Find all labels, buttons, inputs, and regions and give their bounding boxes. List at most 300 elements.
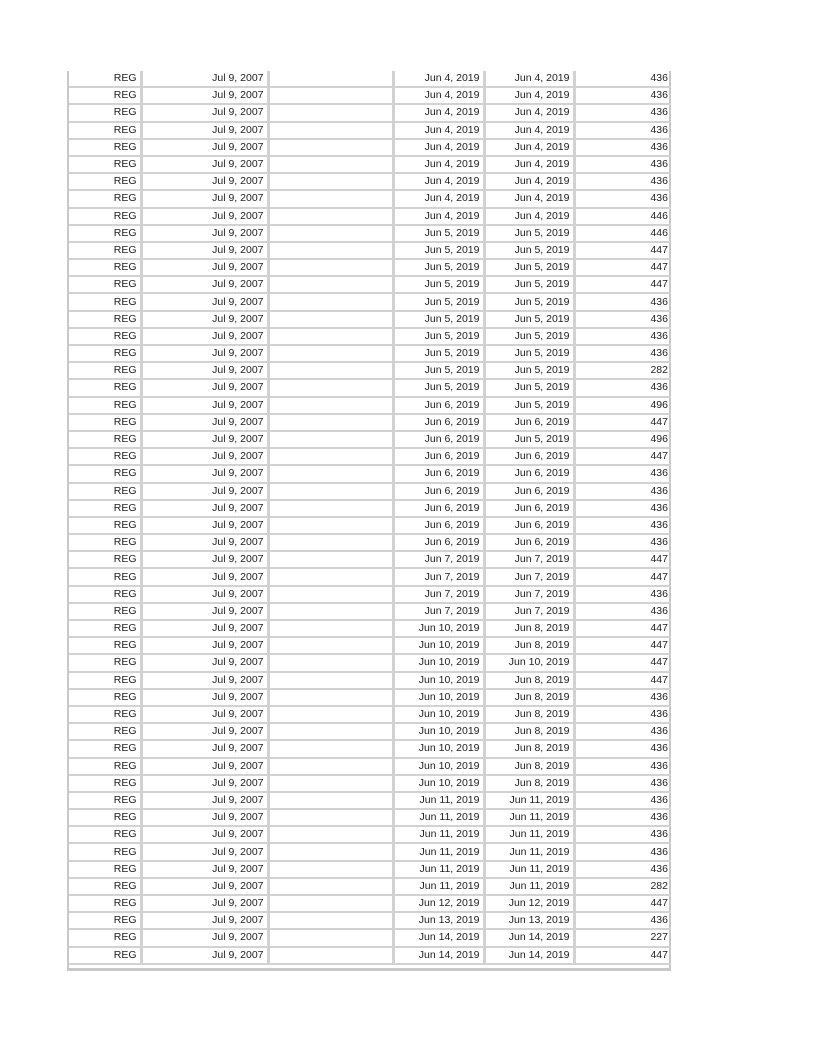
date-cell: Jun 6, 2019 <box>393 483 484 500</box>
table-row <box>69 71 671 87</box>
table-row <box>69 293 671 310</box>
value-cell: 436 <box>574 293 671 310</box>
value-cell: 227 <box>574 929 671 946</box>
blank-cell <box>268 861 393 878</box>
table-row <box>69 465 671 482</box>
value-cell: 436 <box>574 190 671 207</box>
value-cell: 436 <box>574 465 671 482</box>
blank-cell <box>268 311 393 328</box>
value-cell: 436 <box>574 689 671 706</box>
table-row <box>69 878 671 895</box>
type-cell: REG <box>69 706 141 723</box>
table-row <box>69 242 671 259</box>
value-cell: 436 <box>574 71 671 87</box>
blank-cell <box>268 328 393 345</box>
value-cell: 436 <box>574 792 671 809</box>
date-cell: Jun 6, 2019 <box>393 517 484 534</box>
date-cell: Jun 10, 2019 <box>393 620 484 637</box>
blank-cell <box>268 620 393 637</box>
value-cell: 436 <box>574 843 671 860</box>
start-date-cell: Jul 9, 2007 <box>141 483 268 500</box>
date-cell: Jun 10, 2019 <box>393 740 484 757</box>
date-cell: Jun 4, 2019 <box>393 156 484 173</box>
start-date-cell: Jul 9, 2007 <box>141 362 268 379</box>
table-row <box>69 706 671 723</box>
date-cell: Jun 6, 2019 <box>393 397 484 414</box>
start-date-cell: Jul 9, 2007 <box>141 242 268 259</box>
start-date-cell: Jul 9, 2007 <box>141 689 268 706</box>
start-date-cell: Jul 9, 2007 <box>141 534 268 551</box>
table-row <box>69 225 671 242</box>
table-row <box>69 775 671 792</box>
type-cell: REG <box>69 311 141 328</box>
table-row <box>69 448 671 465</box>
date-cell: Jun 10, 2019 <box>393 706 484 723</box>
start-date-cell: Jul 9, 2007 <box>141 311 268 328</box>
type-cell: REG <box>69 397 141 414</box>
table-row <box>69 603 671 620</box>
date-cell-secondary: Jun 4, 2019 <box>484 104 574 121</box>
date-cell: Jun 10, 2019 <box>393 775 484 792</box>
blank-cell <box>268 173 393 190</box>
date-cell-secondary: Jun 11, 2019 <box>484 826 574 843</box>
value-cell: 447 <box>574 654 671 671</box>
start-date-cell: Jul 9, 2007 <box>141 379 268 396</box>
date-cell: Jun 4, 2019 <box>393 104 484 121</box>
type-cell: REG <box>69 723 141 740</box>
start-date-cell: Jul 9, 2007 <box>141 809 268 826</box>
date-cell-secondary: Jun 5, 2019 <box>484 328 574 345</box>
date-cell-secondary: Jun 8, 2019 <box>484 620 574 637</box>
blank-cell <box>268 551 393 568</box>
date-cell: Jun 11, 2019 <box>393 843 484 860</box>
date-cell: Jun 4, 2019 <box>393 208 484 225</box>
date-cell-secondary: Jun 6, 2019 <box>484 500 574 517</box>
start-date-cell: Jul 9, 2007 <box>141 912 268 929</box>
type-cell: REG <box>69 861 141 878</box>
date-cell-secondary: Jun 7, 2019 <box>484 551 574 568</box>
type-cell: REG <box>69 586 141 603</box>
blank-cell <box>268 947 393 964</box>
table-row <box>69 843 671 860</box>
table-row <box>69 379 671 396</box>
type-cell: REG <box>69 775 141 792</box>
date-cell: Jun 10, 2019 <box>393 758 484 775</box>
blank-cell <box>268 843 393 860</box>
date-cell-secondary: Jun 5, 2019 <box>484 225 574 242</box>
type-cell: REG <box>69 242 141 259</box>
value-cell: 436 <box>574 861 671 878</box>
type-cell: REG <box>69 139 141 156</box>
type-cell: REG <box>69 620 141 637</box>
start-date-cell: Jul 9, 2007 <box>141 208 268 225</box>
start-date-cell: Jul 9, 2007 <box>141 139 268 156</box>
table-row <box>69 139 671 156</box>
table-row <box>69 122 671 139</box>
date-cell: Jun 11, 2019 <box>393 878 484 895</box>
date-cell-secondary: Jun 11, 2019 <box>484 861 574 878</box>
blank-cell <box>268 293 393 310</box>
start-date-cell: Jul 9, 2007 <box>141 861 268 878</box>
table-row <box>69 173 671 190</box>
date-cell-secondary: Jun 5, 2019 <box>484 379 574 396</box>
table-row <box>69 723 671 740</box>
start-date-cell: Jul 9, 2007 <box>141 775 268 792</box>
table-row <box>69 500 671 517</box>
date-cell-secondary: Jun 5, 2019 <box>484 259 574 276</box>
date-cell: Jun 5, 2019 <box>393 276 484 293</box>
date-cell-secondary: Jun 4, 2019 <box>484 173 574 190</box>
table-row <box>69 947 671 964</box>
table-row <box>69 861 671 878</box>
start-date-cell: Jul 9, 2007 <box>141 431 268 448</box>
blank-cell <box>268 689 393 706</box>
date-cell: Jun 5, 2019 <box>393 328 484 345</box>
type-cell: REG <box>69 895 141 912</box>
value-cell: 436 <box>574 586 671 603</box>
blank-cell <box>268 723 393 740</box>
type-cell: REG <box>69 637 141 654</box>
value-cell: 447 <box>574 620 671 637</box>
table-row <box>69 311 671 328</box>
date-cell: Jun 12, 2019 <box>393 895 484 912</box>
date-cell-secondary: Jun 4, 2019 <box>484 156 574 173</box>
table-row <box>69 740 671 757</box>
value-cell: 436 <box>574 104 671 121</box>
date-cell-secondary: Jun 7, 2019 <box>484 568 574 585</box>
type-cell: REG <box>69 328 141 345</box>
type-cell: REG <box>69 551 141 568</box>
date-cell: Jun 7, 2019 <box>393 603 484 620</box>
blank-cell <box>268 517 393 534</box>
type-cell: REG <box>69 293 141 310</box>
date-cell-secondary: Jun 8, 2019 <box>484 689 574 706</box>
blank-cell <box>268 190 393 207</box>
type-cell: REG <box>69 156 141 173</box>
blank-cell <box>268 465 393 482</box>
date-cell-secondary: Jun 5, 2019 <box>484 397 574 414</box>
value-cell: 282 <box>574 878 671 895</box>
blank-cell <box>268 225 393 242</box>
type-cell: REG <box>69 345 141 362</box>
value-cell: 436 <box>574 912 671 929</box>
table-row <box>69 362 671 379</box>
date-cell-secondary: Jun 8, 2019 <box>484 758 574 775</box>
date-cell-secondary: Jun 8, 2019 <box>484 706 574 723</box>
value-cell: 436 <box>574 173 671 190</box>
value-cell: 447 <box>574 551 671 568</box>
table-row <box>69 758 671 775</box>
value-cell: 447 <box>574 568 671 585</box>
start-date-cell: Jul 9, 2007 <box>141 500 268 517</box>
type-cell: REG <box>69 276 141 293</box>
date-cell-secondary: Jun 11, 2019 <box>484 878 574 895</box>
date-cell: Jun 7, 2019 <box>393 586 484 603</box>
type-cell: REG <box>69 259 141 276</box>
start-date-cell: Jul 9, 2007 <box>141 654 268 671</box>
table-row <box>69 431 671 448</box>
blank-cell <box>268 775 393 792</box>
start-date-cell: Jul 9, 2007 <box>141 620 268 637</box>
start-date-cell: Jul 9, 2007 <box>141 293 268 310</box>
type-cell: REG <box>69 740 141 757</box>
start-date-cell: Jul 9, 2007 <box>141 706 268 723</box>
table-row <box>69 654 671 671</box>
date-cell: Jun 10, 2019 <box>393 689 484 706</box>
date-cell: Jun 4, 2019 <box>393 139 484 156</box>
value-cell: 436 <box>574 517 671 534</box>
start-date-cell: Jul 9, 2007 <box>141 225 268 242</box>
type-cell: REG <box>69 947 141 964</box>
blank-cell <box>268 414 393 431</box>
value-cell: 447 <box>574 947 671 964</box>
date-cell: Jun 11, 2019 <box>393 809 484 826</box>
type-cell: REG <box>69 792 141 809</box>
value-cell: 436 <box>574 379 671 396</box>
blank-cell <box>268 758 393 775</box>
type-cell: REG <box>69 878 141 895</box>
blank-cell <box>268 242 393 259</box>
date-cell-secondary: Jun 4, 2019 <box>484 71 574 87</box>
date-cell-secondary: Jun 5, 2019 <box>484 431 574 448</box>
start-date-cell: Jul 9, 2007 <box>141 826 268 843</box>
table-row <box>69 345 671 362</box>
blank-cell <box>268 826 393 843</box>
blank-cell <box>268 672 393 689</box>
date-cell: Jun 6, 2019 <box>393 448 484 465</box>
blank-cell <box>268 929 393 946</box>
blank-cell <box>268 792 393 809</box>
start-date-cell: Jul 9, 2007 <box>141 414 268 431</box>
start-date-cell: Jul 9, 2007 <box>141 328 268 345</box>
date-cell: Jun 11, 2019 <box>393 826 484 843</box>
type-cell: REG <box>69 173 141 190</box>
date-cell: Jun 10, 2019 <box>393 654 484 671</box>
date-cell: Jun 4, 2019 <box>393 190 484 207</box>
date-cell: Jun 14, 2019 <box>393 947 484 964</box>
start-date-cell: Jul 9, 2007 <box>141 792 268 809</box>
date-cell: Jun 11, 2019 <box>393 792 484 809</box>
blank-cell <box>268 895 393 912</box>
blank-cell <box>268 654 393 671</box>
date-cell: Jun 4, 2019 <box>393 87 484 104</box>
value-cell: 436 <box>574 826 671 843</box>
date-cell-secondary: Jun 8, 2019 <box>484 723 574 740</box>
start-date-cell: Jul 9, 2007 <box>141 637 268 654</box>
date-cell-secondary: Jun 5, 2019 <box>484 311 574 328</box>
table-row <box>69 929 671 946</box>
value-cell: 447 <box>574 672 671 689</box>
table-row <box>69 87 671 104</box>
value-cell: 436 <box>574 775 671 792</box>
start-date-cell: Jul 9, 2007 <box>141 345 268 362</box>
date-cell: Jun 6, 2019 <box>393 414 484 431</box>
table-row <box>69 328 671 345</box>
type-cell: REG <box>69 190 141 207</box>
value-cell: 496 <box>574 431 671 448</box>
type-cell: REG <box>69 465 141 482</box>
date-cell: Jun 4, 2019 <box>393 122 484 139</box>
start-date-cell: Jul 9, 2007 <box>141 448 268 465</box>
date-cell-secondary: Jun 6, 2019 <box>484 448 574 465</box>
date-cell-secondary: Jun 7, 2019 <box>484 586 574 603</box>
value-cell: 436 <box>574 122 671 139</box>
date-cell-secondary: Jun 6, 2019 <box>484 465 574 482</box>
date-cell: Jun 10, 2019 <box>393 723 484 740</box>
blank-cell <box>268 156 393 173</box>
start-date-cell: Jul 9, 2007 <box>141 122 268 139</box>
date-cell-secondary: Jun 5, 2019 <box>484 293 574 310</box>
date-cell: Jun 4, 2019 <box>393 71 484 87</box>
date-cell: Jun 7, 2019 <box>393 551 484 568</box>
type-cell: REG <box>69 431 141 448</box>
date-cell-secondary: Jun 5, 2019 <box>484 242 574 259</box>
date-cell: Jun 6, 2019 <box>393 431 484 448</box>
date-cell-secondary: Jun 14, 2019 <box>484 947 574 964</box>
date-cell-secondary: Jun 8, 2019 <box>484 672 574 689</box>
date-cell-secondary: Jun 12, 2019 <box>484 895 574 912</box>
date-cell-secondary: Jun 8, 2019 <box>484 637 574 654</box>
blank-cell <box>268 586 393 603</box>
table-row <box>69 414 671 431</box>
start-date-cell: Jul 9, 2007 <box>141 586 268 603</box>
blank-cell <box>268 397 393 414</box>
start-date-cell: Jul 9, 2007 <box>141 397 268 414</box>
value-cell: 447 <box>574 414 671 431</box>
date-cell: Jun 10, 2019 <box>393 672 484 689</box>
type-cell: REG <box>69 122 141 139</box>
value-cell: 436 <box>574 483 671 500</box>
value-cell: 436 <box>574 603 671 620</box>
value-cell: 447 <box>574 895 671 912</box>
value-cell: 447 <box>574 448 671 465</box>
table-row <box>69 208 671 225</box>
type-cell: REG <box>69 362 141 379</box>
table-row <box>69 689 671 706</box>
report-table <box>69 71 671 965</box>
value-cell: 436 <box>574 345 671 362</box>
table-row <box>69 672 671 689</box>
type-cell: REG <box>69 912 141 929</box>
value-cell: 447 <box>574 259 671 276</box>
date-cell: Jun 5, 2019 <box>393 293 484 310</box>
table-row <box>69 912 671 929</box>
type-cell: REG <box>69 87 141 104</box>
report-table-body <box>69 71 671 964</box>
table-row <box>69 104 671 121</box>
start-date-cell: Jul 9, 2007 <box>141 672 268 689</box>
start-date-cell: Jul 9, 2007 <box>141 71 268 87</box>
table-row <box>69 156 671 173</box>
blank-cell <box>268 483 393 500</box>
blank-cell <box>268 259 393 276</box>
blank-cell <box>268 87 393 104</box>
date-cell-secondary: Jun 4, 2019 <box>484 190 574 207</box>
value-cell: 447 <box>574 637 671 654</box>
blank-cell <box>268 71 393 87</box>
table-row <box>69 568 671 585</box>
type-cell: REG <box>69 672 141 689</box>
blank-cell <box>268 568 393 585</box>
start-date-cell: Jul 9, 2007 <box>141 104 268 121</box>
type-cell: REG <box>69 929 141 946</box>
type-cell: REG <box>69 843 141 860</box>
date-cell: Jun 5, 2019 <box>393 362 484 379</box>
value-cell: 436 <box>574 740 671 757</box>
table-row <box>69 276 671 293</box>
date-cell: Jun 6, 2019 <box>393 465 484 482</box>
value-cell: 436 <box>574 139 671 156</box>
report-table-container <box>67 71 671 971</box>
blank-cell <box>268 431 393 448</box>
blank-cell <box>268 637 393 654</box>
blank-cell <box>268 878 393 895</box>
date-cell: Jun 4, 2019 <box>393 173 484 190</box>
date-cell-secondary: Jun 11, 2019 <box>484 792 574 809</box>
date-cell: Jun 5, 2019 <box>393 225 484 242</box>
table-row <box>69 826 671 843</box>
table-row <box>69 483 671 500</box>
blank-cell <box>268 603 393 620</box>
table-row <box>69 895 671 912</box>
date-cell: Jun 5, 2019 <box>393 379 484 396</box>
blank-cell <box>268 500 393 517</box>
date-cell-secondary: Jun 4, 2019 <box>484 139 574 156</box>
type-cell: REG <box>69 568 141 585</box>
date-cell-secondary: Jun 4, 2019 <box>484 208 574 225</box>
table-row <box>69 517 671 534</box>
date-cell-secondary: Jun 14, 2019 <box>484 929 574 946</box>
start-date-cell: Jul 9, 2007 <box>141 723 268 740</box>
type-cell: REG <box>69 689 141 706</box>
date-cell: Jun 6, 2019 <box>393 534 484 551</box>
date-cell: Jun 7, 2019 <box>393 568 484 585</box>
date-cell: Jun 11, 2019 <box>393 861 484 878</box>
start-date-cell: Jul 9, 2007 <box>141 758 268 775</box>
date-cell-secondary: Jun 5, 2019 <box>484 276 574 293</box>
start-date-cell: Jul 9, 2007 <box>141 173 268 190</box>
blank-cell <box>268 276 393 293</box>
table-row <box>69 190 671 207</box>
type-cell: REG <box>69 448 141 465</box>
blank-cell <box>268 534 393 551</box>
value-cell: 446 <box>574 225 671 242</box>
start-date-cell: Jul 9, 2007 <box>141 465 268 482</box>
type-cell: REG <box>69 654 141 671</box>
start-date-cell: Jul 9, 2007 <box>141 551 268 568</box>
date-cell-secondary: Jun 11, 2019 <box>484 809 574 826</box>
type-cell: REG <box>69 208 141 225</box>
value-cell: 436 <box>574 706 671 723</box>
value-cell: 496 <box>574 397 671 414</box>
value-cell: 447 <box>574 276 671 293</box>
type-cell: REG <box>69 71 141 87</box>
table-row <box>69 637 671 654</box>
start-date-cell: Jul 9, 2007 <box>141 568 268 585</box>
type-cell: REG <box>69 809 141 826</box>
start-date-cell: Jul 9, 2007 <box>141 740 268 757</box>
blank-cell <box>268 912 393 929</box>
date-cell-secondary: Jun 6, 2019 <box>484 483 574 500</box>
type-cell: REG <box>69 379 141 396</box>
date-cell-secondary: Jun 10, 2019 <box>484 654 574 671</box>
date-cell: Jun 14, 2019 <box>393 929 484 946</box>
type-cell: REG <box>69 758 141 775</box>
start-date-cell: Jul 9, 2007 <box>141 843 268 860</box>
date-cell: Jun 6, 2019 <box>393 500 484 517</box>
blank-cell <box>268 706 393 723</box>
start-date-cell: Jul 9, 2007 <box>141 156 268 173</box>
